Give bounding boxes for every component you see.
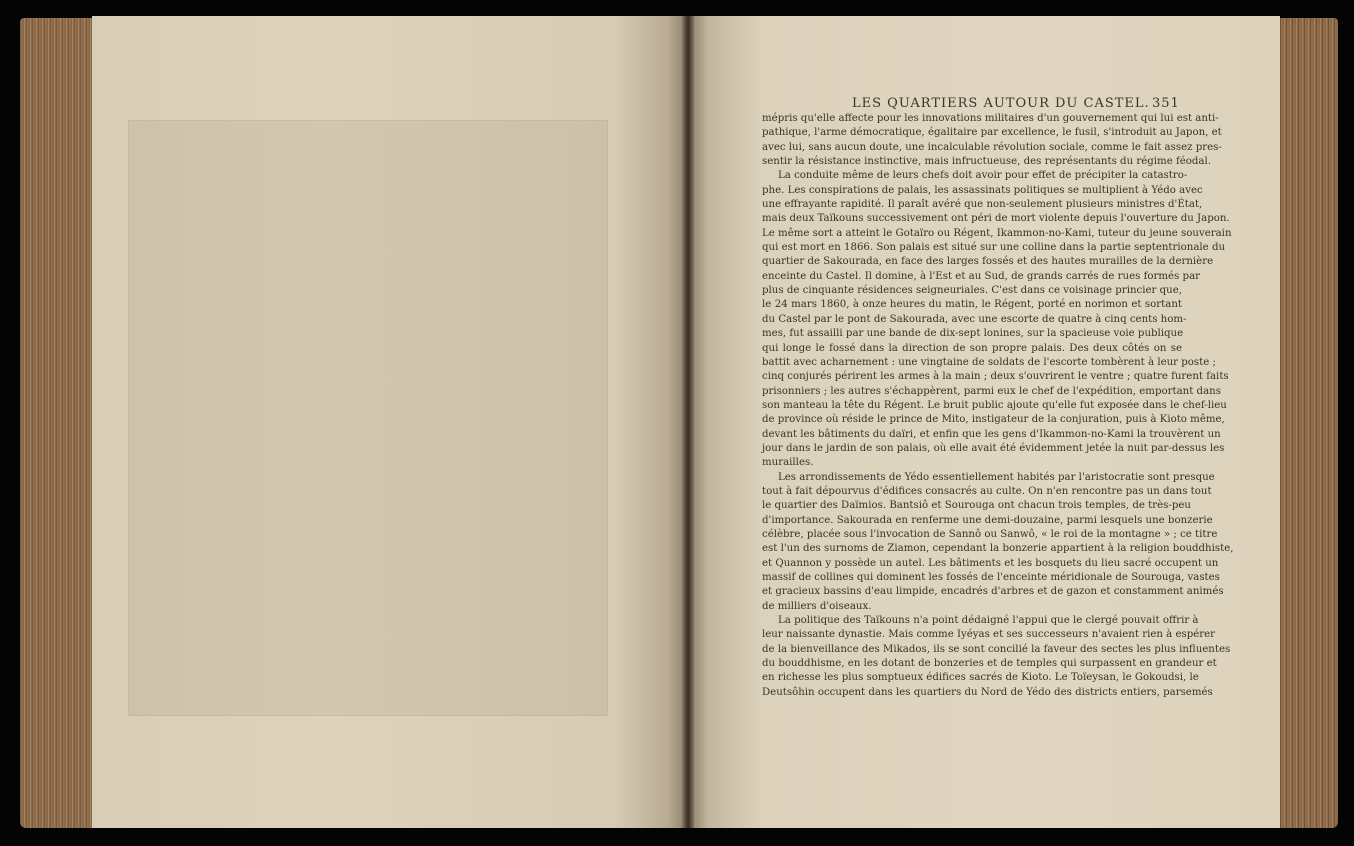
text-line: plus de cinquante résidences seigneuriales. C'est dans ce voisinage princier que, [762,285,1182,297]
plate-offset-shadow [128,120,608,716]
text-line: célèbre, placée sous l'invocation de Sannô ou Sanwô, « le roi de la montagne » ; ce titre [762,528,1218,540]
text-line: sentir la résistance instinctive, mais infructueuse, des représentants du régime féodal. [762,156,1212,168]
text-line: massif de collines qui dominent les fossés de l'enceinte méridionale de Sourouga, vastes [762,572,1220,583]
text-line: pathique, l'arme démocratique, égalitaire par excellence, le fusil, s'introduit au Japon, et [762,127,1222,139]
body-text [762,112,1234,700]
text-line: tout à fait dépourvus d'édifices consacrés au culte. On n'en rencontre pas un dans tout [762,485,1212,497]
text-line: leur naissante dynastie. Mais comme Iyéyas et ses successeurs n'avaient rien à espérer [762,629,1216,641]
text-line: Deutsôhin occupent dans les quartiers du Nord de Yédo des districts entiers, parsemés [762,686,1213,698]
text-line: est l'un des surnoms de Ziamon, cependant la bonzerie appartient à la religion bouddhiste, [762,543,1234,555]
text-line: de la bienveillance des Mikados, ils se sont concilié la faveur des sectes les plus influentes [762,643,1231,655]
text-line: son manteau la tête du Régent. Le bruit public ajoute qu'elle fut exposée dans le chef-lieu [762,399,1227,411]
text-line: prisonniers ; les autres s'échappèrent, parmi eux le chef de l'expédition, emportant dans [762,385,1221,397]
left-page-edges [20,18,98,828]
text-line: de milliers d'oiseaux. [762,600,872,612]
page-number: 351 [1152,96,1180,111]
text-line: du bouddhisme, en les dotant de bonzeries et de temples qui surpassent en grandeur et [762,658,1217,670]
text-line: en richesse les plus somptueux édifices sacrés de Kioto. Le Toïeysan, le Gokoudsi, le [762,672,1199,684]
text-line: une effrayante rapidité. Il paraît avéré que non-seulement plusieurs ministres d'État, [762,199,1203,211]
text-line: La conduite même de leurs chefs doit avoir pour effet de précipiter la catastro- [778,170,1188,182]
text-line: mépris qu'elle affecte pour les innovations militaires d'un gouvernement qui lui est anti- [762,113,1219,124]
book-gutter [682,16,694,828]
text-line: d'importance. Sakourada en renferme une demi-douzaine, parmi lesquels une bonzerie [762,514,1213,526]
text-line: du Castel par le pont de Sakourada, avec une escorte de quatre à cinq cents hom- [762,313,1187,325]
text-line: murailles. [762,457,814,469]
text-line: le quartier des Daïmios. Bantsiô et Sourouga ont chacun trois temples, de très-peu [762,500,1191,512]
text-line: et gracieux bassins d'eau limpide, encadrés d'arbres et de gazon et constamment animés [762,586,1224,598]
text-line: enceinte du Castel. Il domine, à l'Est et au Sud, de grands carrés de rues formés par [762,270,1201,282]
text-line: Les arrondissements de Yédo essentiellement habités par l'aristocratie sont presque [778,471,1215,483]
text-line: qui longe le fossé dans la direction de son propre palais. Des deux côtés on se [762,342,1182,354]
text-line: jour dans le jardin de son palais, où elle avait été évidemment jetée la nuit par-dessus les [762,442,1225,454]
text-line: le 24 mars 1860, à onze heures du matin, le Régent, porté en norimon et sortant [762,299,1182,311]
text-line: La politique des Taïkouns n'a point dédaigné l'appui que le clergé pouvait offrir à [778,615,1199,627]
text-line: phe. Les conspirations de palais, les assassinats politiques se multiplient à Yédo avec [762,184,1203,196]
text-line: qui est mort en 1866. Son palais est situé sur une colline dans la partie septentrionale du [762,242,1226,254]
text-line: et Quannon y possède un autel. Les bâtiments et les bosquets du lieu sacré occupent un [762,557,1219,569]
text-line: Le même sort a atteint le Gotaïro ou Régent, Ikammon-no-Kami, tuteur du jeune souverain [762,227,1232,239]
text-line: quartier de Sakourada, en face des larges fossés et des hautes murailles de la dernière [762,256,1214,268]
text-line: battit avec acharnement : une vingtaine de soldats de l'escorte tombèrent à leur poste ; [762,356,1216,368]
text-line: de province où réside le prince de Mito, instigateur de la conjuration, puis à Kioto même, [762,414,1225,426]
text-line: devant les bâtiments du daïri, et enfin que les gens d'Ikammon-no-Kami la trouvèrent un [762,428,1221,440]
text-line: cinq conjurés périrent les armes à la main ; deux s'ouvrirent le ventre ; quatre furent faits [762,371,1229,383]
text-line: mes, fut assailli par une bande de dix-sept lonines, sur la spacieuse voie publique [762,328,1184,340]
text-line: avec lui, sans aucun doute, une incalculable révolution sociale, comme le fait assez pres- [762,141,1222,153]
running-title: LES QUARTIERS AUTOUR DU CASTEL. [852,96,1150,111]
text-line: mais deux Taïkouns successivement ont péri de mort violente depuis l'ouverture du Japon. [762,213,1230,225]
